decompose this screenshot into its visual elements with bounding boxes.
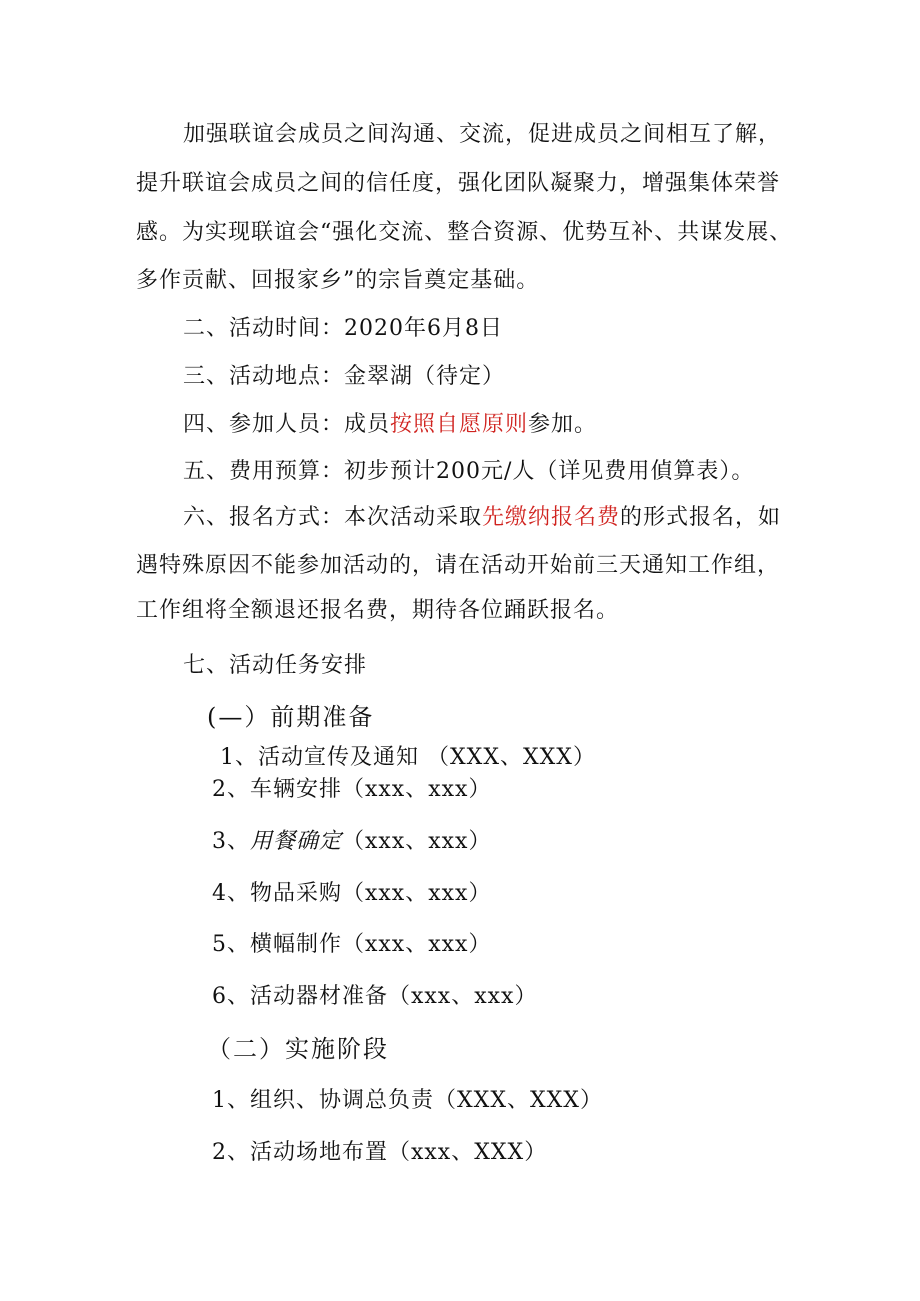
registration-suffix: 的形式报名，如 xyxy=(620,505,782,530)
registration-highlight: 先缴纳报名费 xyxy=(482,505,621,530)
registration-prefix: 六、报名方式：本次活动采取 xyxy=(183,505,483,530)
tasks-title: 七、活动任务安排 xyxy=(183,653,368,678)
intro-line-1: 加强联谊会成员之间沟通、交流，促进成员之间相互了解， xyxy=(183,122,782,147)
prep-item-3-num: 3、 xyxy=(212,829,250,854)
prep-item-6: 6、活动器材准备（xxx、xxx） xyxy=(212,984,538,1009)
prep-item-3-people: （xxx、xxx） xyxy=(342,829,492,854)
prep-item-4: 4、物品采购（xxx、xxx） xyxy=(212,881,492,906)
activity-place: 三、活动地点：金翠湖（待定） xyxy=(183,364,506,389)
participants-prefix: 四、参加人员：成员 xyxy=(183,412,391,437)
prep-item-5: 5、横幅制作（xxx、xxx） xyxy=(212,932,492,957)
activity-time: 二、活动时间：2020年6月8日 xyxy=(183,316,503,341)
intro-line-3: 感。为实现联谊会“强化交流、整合资源、优势互补、共谋发展、 xyxy=(136,220,793,245)
impl-item-2: 2、活动场地布置（xxx、XXX） xyxy=(212,1140,548,1165)
impl-item-1: 1、组织、协调总负责（XXX、XXX） xyxy=(212,1088,603,1113)
participants-highlight: 按照自愿原则 xyxy=(390,412,529,437)
impl-heading: （二）实施阶段 xyxy=(207,1035,389,1063)
prep-item-3-text: 用餐确定 xyxy=(250,829,343,854)
prep-item-3 xyxy=(212,828,491,856)
registration-line-2: 遇特殊原因不能参加活动的，请在活动开始前三天通知工作组， xyxy=(136,553,781,578)
registration-line-1 xyxy=(183,504,781,532)
registration-line-3: 工作组将全额退还报名费，期待各位踊跃报名。 xyxy=(136,598,620,623)
prep-heading: (—）前期准备 xyxy=(207,703,375,731)
budget-line: 五、费用预算：初步预计200元/人（详见费用偵算表）。 xyxy=(183,459,755,484)
participants-line xyxy=(183,411,597,439)
prep-item-1: 1、活动宣传及通知 （XXX、XXX） xyxy=(220,745,596,770)
intro-line-4: 多作贡献、回报家乡”的宗旨奠定基础。 xyxy=(136,268,540,293)
intro-line-2: 提升联谊会成员之间的信任度，强化团队凝聚力，增强集体荣誉 xyxy=(136,171,781,196)
prep-item-2: 2、车辆安排（xxx、xxx） xyxy=(212,777,492,802)
participants-suffix: 参加。 xyxy=(528,412,598,437)
